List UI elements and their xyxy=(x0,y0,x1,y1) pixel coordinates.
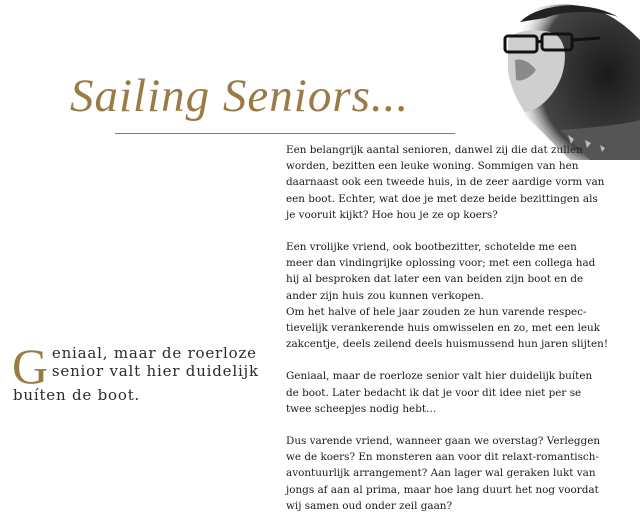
text-line: meer dan vindingrijke oplossing voor; met een collega had xyxy=(286,257,596,270)
pull-quote-dropcap: G xyxy=(12,338,49,394)
article-body xyxy=(286,142,609,530)
page-title: Sailing Seniors... xyxy=(70,70,410,122)
title-underline xyxy=(115,133,455,134)
text-line: tievelijk verankerende huis omwisselen en zo, met een leuk xyxy=(286,322,601,335)
text-line: twee scheepjes nodig hebt… xyxy=(286,402,437,415)
text-line: hij al besproken dat later een van beiden zijn boot en de xyxy=(286,273,584,286)
text-line: een boot. Echter, wat doe je met deze beide bezittingen als xyxy=(286,192,598,205)
text-line: Een vrolijke vriend, ook bootbezitter, schotelde me een xyxy=(286,241,577,254)
paragraph-3 xyxy=(286,304,609,353)
pull-quote xyxy=(12,338,282,404)
text-line: zakcentje, deels zeilend deels huismussend hun jaren slijten! xyxy=(286,338,609,351)
text-line: wij samen oud onder zeil gaan? xyxy=(286,499,453,512)
text-line: Dus varende vriend, wanneer gaan we overstag? Verleggen xyxy=(286,435,601,448)
paragraph-4 xyxy=(286,368,593,417)
paragraph-5 xyxy=(286,433,601,514)
text-line: avontuurlijk arrangement? Aan lager wal geraken lukt van xyxy=(286,467,596,480)
text-line: ander zijn huis zou kunnen verkopen. xyxy=(286,289,484,302)
text-line: Een belangrijk aantal senioren, danwel zij die dat zullen xyxy=(286,144,583,156)
paragraph-1 xyxy=(286,142,605,223)
pull-quote-line: eniaal, maar de roerloze xyxy=(51,344,257,362)
text-line: we de koers? En monsteren aan voor dit relaxt-romantisch- xyxy=(286,451,599,464)
man-with-glasses-photo-icon xyxy=(450,0,640,160)
text-line: Om het halve of hele jaar zouden ze hun varende respec- xyxy=(286,305,587,318)
pull-quote-line: senior valt hier duidelijk xyxy=(51,362,259,380)
pull-quote-line: buíten de boot. xyxy=(13,386,141,404)
text-line: Geniaal, maar de roerloze senior valt hier duidelijk buíten xyxy=(286,370,593,383)
text-line: worden, bezitten een leuke woning. Sommigen van hen xyxy=(286,160,579,173)
text-line: daarnaast ook een tweede huis, in de zeer aardige vorm van xyxy=(286,176,605,189)
text-line: de boot. Later bedacht ik dat je voor dit idee niet per se xyxy=(286,386,582,399)
text-line: je vooruit kijkt? Hoe hou je ze op koers? xyxy=(286,208,498,221)
paragraph-2 xyxy=(286,239,596,304)
text-line: jongs af aan al prima, maar hoe lang duurt het nog voordat xyxy=(286,483,599,496)
